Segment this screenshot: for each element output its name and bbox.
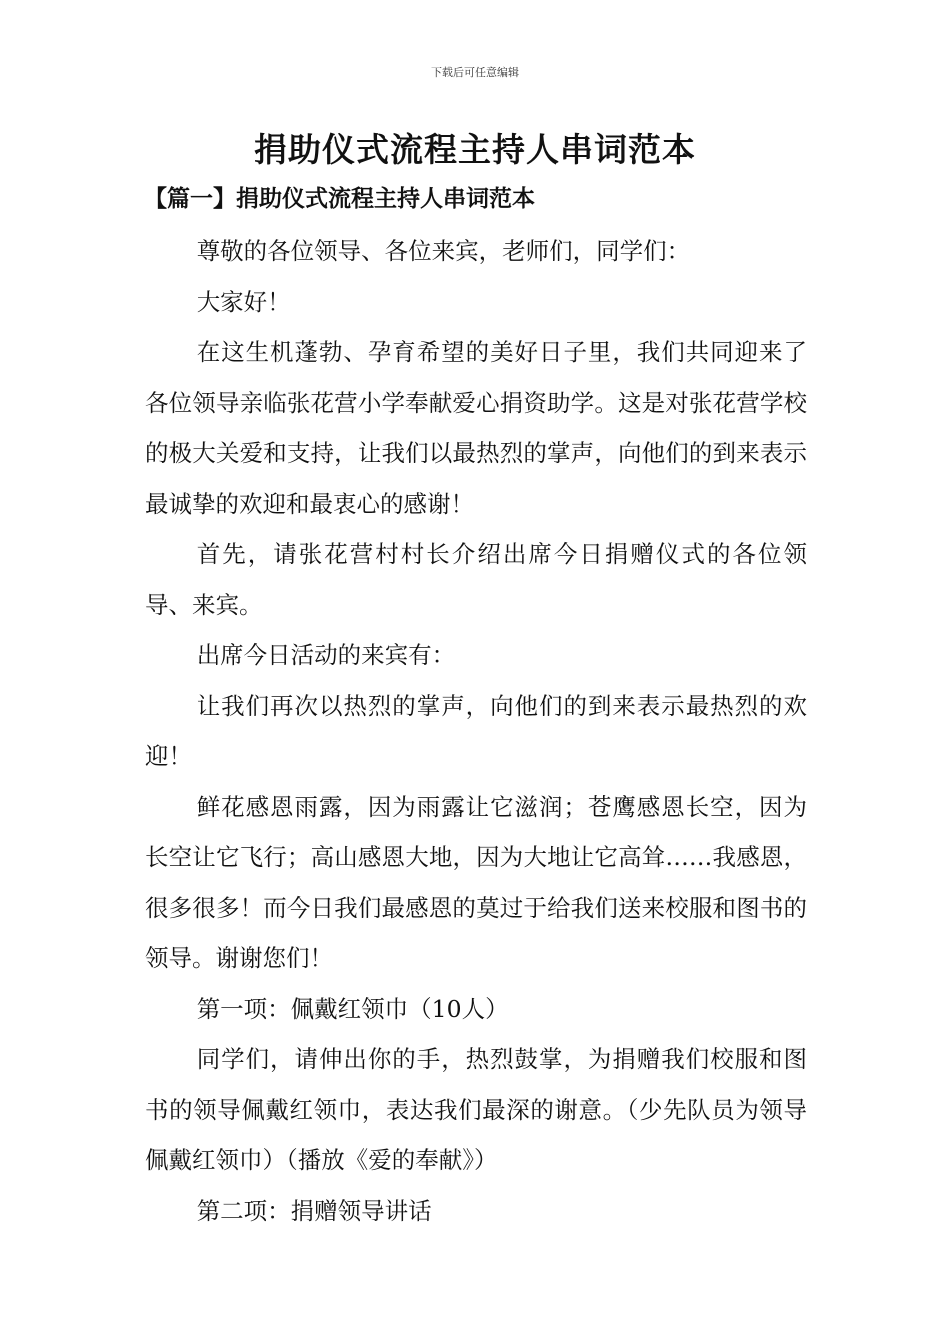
paragraph-hello: 大家好！ xyxy=(196,287,291,316)
paragraph-item-two: 第二项：捐赠领导讲话 xyxy=(196,1196,432,1225)
paragraph-applause: 让我们再次以热烈的掌声，向他们的到来表示最热烈的欢迎！ xyxy=(145,691,807,770)
paragraph-guests: 出席今日活动的来宾有： xyxy=(196,641,456,669)
header-note: 下载后可任意编辑 xyxy=(431,66,519,79)
paragraph-item-one: 第一项：佩戴红领巾（10人） xyxy=(196,994,509,1023)
paragraph-red-scarf: 同学们，请伸出你的手，热烈鼓掌，为捐赠我们校服和图书的领导佩戴红领巾，表达我们最深的谢意。（少先队员为领导佩戴红领巾）（播放《爱的奉献》） xyxy=(145,1045,807,1174)
document-title: 捐助仪式流程主持人串词范本 xyxy=(254,130,696,169)
paragraph-welcome: 在这生机蓬勃、孕育希望的美好日子里，我们共同迎来了各位领导亲临张花营小学奉献爱心捐资助学。这是对张花营学校的极大关爱和支持，让我们以最热烈的掌声，向他们的到来表示最诚挚的欢迎和最衷心的感谢！ xyxy=(145,338,807,518)
paragraph-gratitude: 鲜花感恩雨露，因为雨露让它滋润；苍鹰感恩长空，因为长空让它飞行；高山感恩大地，因为大地让它高耸……我感恩，很多很多！而今日我们最感恩的莫过于给我们送来校服和图书的领导。谢谢您们！ xyxy=(145,792,807,972)
paragraph-greeting: 尊敬的各位领导、各位来宾，老师们，同学们： xyxy=(196,237,691,265)
section-heading: 【篇一】捐助仪式流程主持人串词范本 xyxy=(144,185,535,212)
paragraph-introduction: 首先，请张花营村村长介绍出席今日捐赠仪式的各位领导、来宾。 xyxy=(145,540,807,619)
document-body xyxy=(145,226,807,1236)
